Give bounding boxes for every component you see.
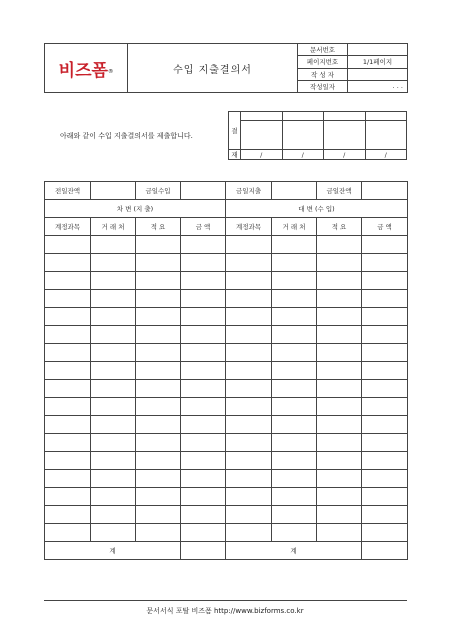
ledger-cell[interactable] <box>181 290 226 308</box>
column-header: 금 액 <box>181 218 226 236</box>
ledger-cell[interactable] <box>362 290 408 308</box>
ledger-cell[interactable] <box>181 236 226 254</box>
table-row <box>45 344 408 362</box>
ledger-cell[interactable] <box>181 326 226 344</box>
table-row <box>45 398 408 416</box>
ledger-cell[interactable] <box>317 416 362 434</box>
ledger-cell[interactable] <box>362 434 408 452</box>
ledger-cell[interactable] <box>362 326 408 344</box>
field-label: 문서번호 <box>298 44 348 56</box>
ledger-cell[interactable] <box>272 344 317 362</box>
approval-sign-cell[interactable] <box>365 121 407 150</box>
ledger-cell[interactable] <box>272 506 317 524</box>
ledger-cell[interactable] <box>272 236 317 254</box>
ledger-cell[interactable] <box>226 272 272 290</box>
approval-title-cell[interactable] <box>282 112 324 121</box>
document-header <box>44 43 408 93</box>
debit-section-title: 차 변 (지 출) <box>45 200 226 218</box>
ledger-cell[interactable] <box>226 344 272 362</box>
document-title: 수입 지출결의서 <box>128 44 298 93</box>
ledger-cell[interactable] <box>226 398 272 416</box>
ledger-cell[interactable] <box>317 434 362 452</box>
registered-mark: ® <box>107 68 114 75</box>
today-expense-label: 금일지출 <box>226 182 272 200</box>
column-header: 계정과목 <box>45 218 91 236</box>
ledger-cell[interactable] <box>91 254 136 272</box>
ledger-rows <box>45 236 408 542</box>
ledger-cell[interactable] <box>362 524 408 542</box>
prev-balance-value[interactable] <box>91 182 136 200</box>
ledger-cell[interactable] <box>45 416 91 434</box>
ledger-cell[interactable] <box>362 506 408 524</box>
ledger-cell[interactable] <box>136 416 181 434</box>
column-header: 거 래 처 <box>272 218 317 236</box>
ledger-cell[interactable] <box>317 506 362 524</box>
ledger-cell[interactable] <box>91 362 136 380</box>
ledger-cell[interactable] <box>181 416 226 434</box>
table-row <box>45 326 408 344</box>
ledger-cell[interactable] <box>136 434 181 452</box>
ledger-cell[interactable] <box>45 344 91 362</box>
ledger-cell[interactable] <box>45 290 91 308</box>
ledger-cell[interactable] <box>45 506 91 524</box>
ledger-cell[interactable] <box>362 398 408 416</box>
footer-text: 문서서식 포탈 비즈폼 http://www.bizforms.co.kr <box>146 607 304 615</box>
ledger-cell[interactable] <box>272 362 317 380</box>
ledger-cell[interactable] <box>91 434 136 452</box>
ledger-cell[interactable] <box>317 398 362 416</box>
table-row <box>45 254 408 272</box>
field-label: 페이지번호 <box>298 56 348 68</box>
ledger-cell[interactable] <box>226 434 272 452</box>
ledger-cell[interactable] <box>136 308 181 326</box>
ledger-cell[interactable] <box>45 362 91 380</box>
approval-sign-cell[interactable] <box>241 121 283 150</box>
ledger-cell[interactable] <box>362 272 408 290</box>
ledger-cell[interactable] <box>226 380 272 398</box>
table-row <box>45 290 408 308</box>
credit-total-label: 계 <box>226 542 362 560</box>
ledger-cell[interactable] <box>226 416 272 434</box>
approval-box <box>228 111 407 160</box>
ledger-cell[interactable] <box>317 488 362 506</box>
ledger-cell[interactable] <box>317 290 362 308</box>
ledger-cell[interactable] <box>226 506 272 524</box>
column-header: 거 래 처 <box>91 218 136 236</box>
logo-text: 비즈폼 <box>58 60 108 81</box>
ledger-cell[interactable] <box>226 290 272 308</box>
ledger-cell[interactable] <box>181 452 226 470</box>
ledger-cell[interactable] <box>317 236 362 254</box>
today-balance-label: 금일잔액 <box>317 182 362 200</box>
ledger-cell[interactable] <box>317 308 362 326</box>
ledger-cell[interactable] <box>181 524 226 542</box>
column-header: 금 액 <box>362 218 408 236</box>
ledger-cell[interactable] <box>136 488 181 506</box>
doc-number-field[interactable] <box>348 44 408 56</box>
ledger-cell[interactable] <box>45 308 91 326</box>
ledger-cell[interactable] <box>181 434 226 452</box>
ledger-cell[interactable] <box>362 380 408 398</box>
ledger-cell[interactable] <box>91 326 136 344</box>
footer-divider <box>44 600 407 601</box>
ledger-cell[interactable] <box>181 344 226 362</box>
ledger-cell[interactable] <box>45 524 91 542</box>
approval-date-cell[interactable]: / <box>241 150 283 160</box>
debit-total-value[interactable] <box>181 542 226 560</box>
ledger-cell[interactable] <box>181 362 226 380</box>
ledger-cell[interactable] <box>136 254 181 272</box>
ledger-cell[interactable] <box>272 272 317 290</box>
ledger-cell[interactable] <box>226 254 272 272</box>
ledger-cell[interactable] <box>136 290 181 308</box>
ledger-cell[interactable] <box>45 398 91 416</box>
ledger-cell[interactable] <box>181 272 226 290</box>
approval-title-cell[interactable] <box>324 112 366 121</box>
ledger-cell[interactable] <box>272 434 317 452</box>
page-number-field[interactable]: 1/1페이지 <box>348 56 408 68</box>
ledger-cell[interactable] <box>317 470 362 488</box>
ledger-cell[interactable] <box>91 344 136 362</box>
ledger-cell[interactable] <box>136 380 181 398</box>
ledger-cell[interactable] <box>45 452 91 470</box>
ledger-cell[interactable] <box>136 398 181 416</box>
ledger-cell[interactable] <box>362 362 408 380</box>
ledger-cell[interactable] <box>91 398 136 416</box>
ledger-cell[interactable] <box>317 326 362 344</box>
ledger-cell[interactable] <box>181 398 226 416</box>
intro-text: 아래와 같이 수입 지출결의서를 제출합니다. <box>60 132 193 140</box>
approval-title-cell[interactable] <box>365 112 407 121</box>
ledger-cell[interactable] <box>91 488 136 506</box>
ledger-cell[interactable] <box>272 488 317 506</box>
ledger-cell[interactable] <box>136 272 181 290</box>
ledger-cell[interactable] <box>272 290 317 308</box>
ledger-cell[interactable] <box>91 308 136 326</box>
ledger-cell[interactable] <box>45 434 91 452</box>
ledger-cell[interactable] <box>362 452 408 470</box>
ledger-cell[interactable] <box>45 254 91 272</box>
logo <box>45 44 128 93</box>
today-balance-value[interactable] <box>362 182 408 200</box>
ledger-cell[interactable] <box>362 236 408 254</box>
ledger-cell[interactable] <box>91 290 136 308</box>
approval-sign-cell[interactable] <box>282 121 324 150</box>
ledger-cell[interactable] <box>317 344 362 362</box>
table-row <box>45 524 408 542</box>
table-row <box>45 470 408 488</box>
ledger-cell[interactable] <box>91 524 136 542</box>
date-field[interactable]: . . . <box>348 80 408 92</box>
ledger-cell[interactable] <box>226 452 272 470</box>
ledger-cell[interactable] <box>91 506 136 524</box>
prev-balance-label: 전일잔액 <box>45 182 91 200</box>
credit-section-title: 대 변 (수 입) <box>226 200 408 218</box>
approval-label-bottom: 재 <box>229 150 241 160</box>
ledger-cell[interactable] <box>45 236 91 254</box>
ledger-cell[interactable] <box>317 452 362 470</box>
table-row <box>45 362 408 380</box>
ledger-cell[interactable] <box>272 398 317 416</box>
ledger-cell[interactable] <box>362 488 408 506</box>
ledger-cell[interactable] <box>272 308 317 326</box>
column-header: 계정과목 <box>226 218 272 236</box>
column-header: 적 요 <box>136 218 181 236</box>
ledger-cell[interactable] <box>91 236 136 254</box>
ledger-cell[interactable] <box>136 470 181 488</box>
ledger-cell[interactable] <box>272 254 317 272</box>
ledger-cell[interactable] <box>45 272 91 290</box>
ledger-cell[interactable] <box>91 272 136 290</box>
ledger-cell[interactable] <box>317 272 362 290</box>
ledger-cell[interactable] <box>362 308 408 326</box>
field-label: 작 성 자 <box>298 68 348 80</box>
approval-date-cell[interactable]: / <box>365 150 407 160</box>
ledger-cell[interactable] <box>226 308 272 326</box>
table-row <box>45 416 408 434</box>
ledger-cell[interactable] <box>317 380 362 398</box>
ledger-cell[interactable] <box>272 326 317 344</box>
ledger-cell[interactable] <box>272 470 317 488</box>
approval-label-top: 결 <box>229 112 241 150</box>
ledger-cell[interactable] <box>317 362 362 380</box>
ledger-cell[interactable] <box>136 524 181 542</box>
table-row <box>45 272 408 290</box>
today-income-value[interactable] <box>181 182 226 200</box>
approval-date-cell[interactable]: / <box>282 150 324 160</box>
ledger-cell[interactable] <box>45 470 91 488</box>
ledger-cell[interactable] <box>226 236 272 254</box>
today-income-label: 금일수입 <box>136 182 181 200</box>
table-row <box>45 488 408 506</box>
ledger-cell[interactable] <box>317 254 362 272</box>
today-expense-value[interactable] <box>272 182 317 200</box>
ledger-cell[interactable] <box>272 524 317 542</box>
ledger-cell[interactable] <box>45 488 91 506</box>
table-row <box>45 380 408 398</box>
ledger-cell[interactable] <box>136 452 181 470</box>
approval-title-cell[interactable] <box>241 112 283 121</box>
ledger-cell[interactable] <box>181 506 226 524</box>
ledger-cell[interactable] <box>362 416 408 434</box>
ledger-cell[interactable] <box>362 254 408 272</box>
ledger-cell[interactable] <box>91 470 136 488</box>
ledger-cell[interactable] <box>136 326 181 344</box>
table-row <box>45 434 408 452</box>
ledger-cell[interactable] <box>272 416 317 434</box>
ledger-cell[interactable] <box>91 416 136 434</box>
ledger-cell[interactable] <box>136 236 181 254</box>
ledger-cell[interactable] <box>362 344 408 362</box>
ledger-cell[interactable] <box>136 344 181 362</box>
ledger-cell[interactable] <box>226 524 272 542</box>
approval-date-cell[interactable]: / <box>324 150 366 160</box>
ledger-cell[interactable] <box>181 308 226 326</box>
ledger-cell[interactable] <box>91 380 136 398</box>
ledger-cell[interactable] <box>272 380 317 398</box>
ledger-cell[interactable] <box>181 488 226 506</box>
ledger-cell[interactable] <box>136 362 181 380</box>
ledger-cell[interactable] <box>317 524 362 542</box>
ledger-table <box>44 181 408 560</box>
ledger-cell[interactable] <box>181 254 226 272</box>
table-row <box>45 506 408 524</box>
debit-total-label: 계 <box>45 542 181 560</box>
author-field[interactable] <box>348 68 408 80</box>
ledger-cell[interactable] <box>45 380 91 398</box>
ledger-cell[interactable] <box>362 470 408 488</box>
table-row <box>45 308 408 326</box>
approval-sign-cell[interactable] <box>324 121 366 150</box>
ledger-cell[interactable] <box>226 488 272 506</box>
ledger-cell[interactable] <box>181 380 226 398</box>
ledger-cell[interactable] <box>226 470 272 488</box>
table-row <box>45 236 408 254</box>
ledger-cell[interactable] <box>272 452 317 470</box>
ledger-cell[interactable] <box>136 506 181 524</box>
ledger-cell[interactable] <box>181 470 226 488</box>
ledger-cell[interactable] <box>45 326 91 344</box>
ledger-cell[interactable] <box>226 362 272 380</box>
column-header: 적 요 <box>317 218 362 236</box>
table-row <box>45 452 408 470</box>
field-label: 작성일자 <box>298 80 348 92</box>
ledger-cell[interactable] <box>91 452 136 470</box>
ledger-cell[interactable] <box>226 326 272 344</box>
credit-total-value[interactable] <box>362 542 408 560</box>
